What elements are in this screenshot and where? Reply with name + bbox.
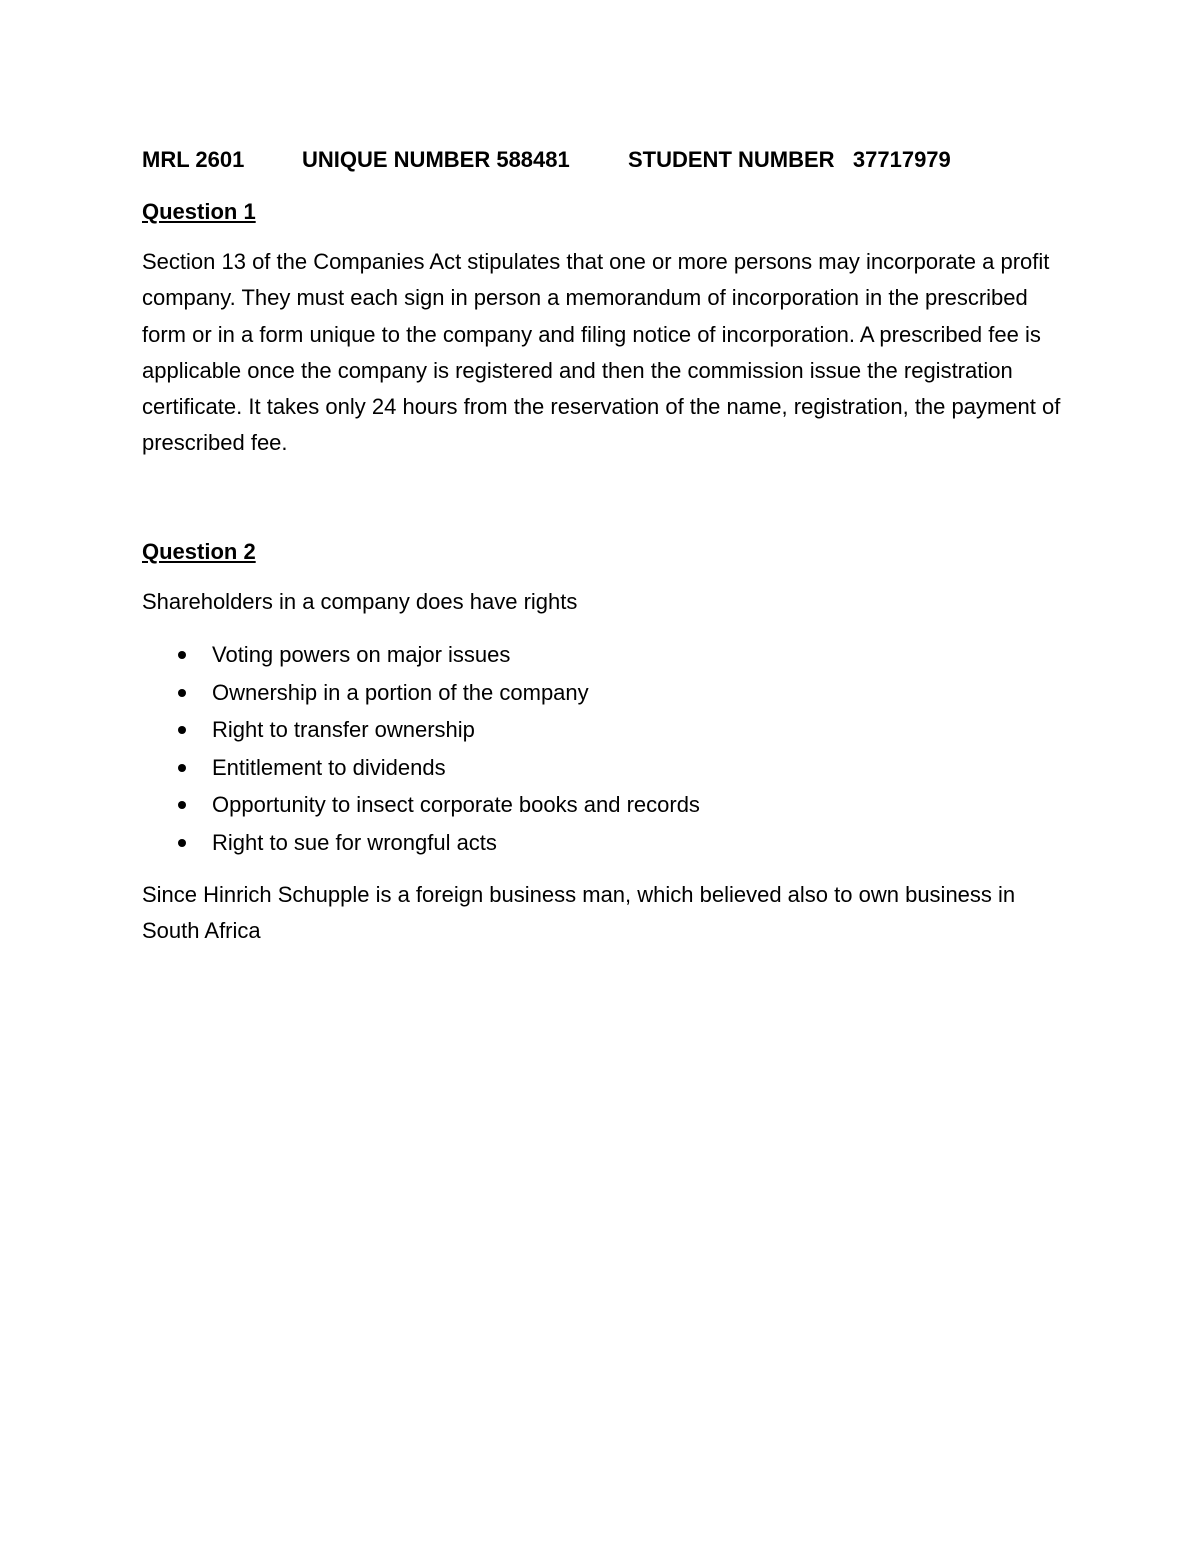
unique-number: UNIQUE NUMBER 588481: [302, 147, 570, 172]
list-item: [142, 674, 1062, 712]
list-item-text: Opportunity to insect corporate books and records: [212, 792, 700, 818]
shareholder-rights-list: [142, 636, 1062, 861]
student-number: STUDENT NUMBER 37717979: [628, 147, 951, 172]
list-item-text: Entitlement to dividends: [212, 754, 446, 780]
bullet-icon: [178, 801, 186, 809]
bullet-icon: [178, 689, 186, 697]
question-1-body: Section 13 of the Companies Act stipulates that one or more persons may incorporate a profit company. They must each sign in person a memorandum of incorporation in the prescribed form or in a form unique to the company and filing notice of incorporation. A prescribed fee is applicable once the company is registered and then the commission issue the registration certificate. It takes only 24 hours from the reservation of the name, registration, the payment of prescribed fee.: [142, 249, 1061, 456]
list-item: [142, 711, 1062, 749]
list-item-text: Voting powers on major issues: [212, 642, 511, 668]
list-item-text: Ownership in a portion of the company: [212, 679, 589, 705]
bullet-icon: [178, 726, 186, 734]
list-item: [142, 786, 1062, 824]
question-1-heading: Question 1: [142, 199, 256, 224]
bullet-icon: [178, 764, 186, 772]
list-item: [142, 824, 1062, 862]
list-item: [142, 636, 1062, 674]
bullet-icon: [178, 839, 186, 847]
document-content: [142, 142, 1062, 950]
bullet-icon: [178, 651, 186, 659]
document-header: [142, 142, 1062, 178]
question-2-closing: Since Hinrich Schupple is a foreign business man, which believed also to own business in South Africa: [142, 882, 1016, 944]
course-code: MRL 2601: [142, 147, 245, 172]
question-2-intro: Shareholders in a company does have rights: [142, 588, 578, 614]
list-item-text: Right to sue for wrongful acts: [212, 829, 497, 855]
list-item-text: Right to transfer ownership: [212, 717, 475, 743]
question-2-heading: Question 2: [142, 538, 256, 564]
list-item: [142, 749, 1062, 787]
